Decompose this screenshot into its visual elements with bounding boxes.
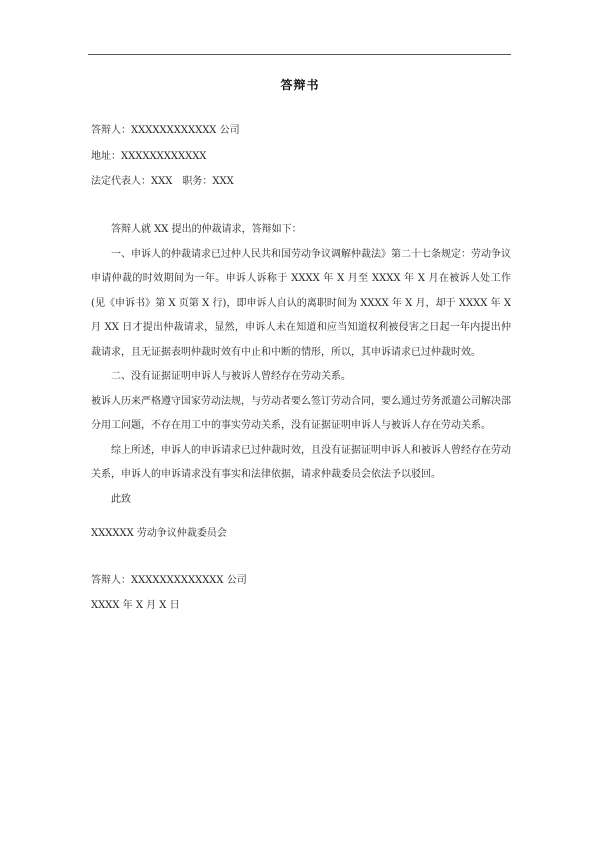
signature-date-line: XXXX 年 X 月 X 日	[91, 600, 180, 611]
address-line: 地址：XXXXXXXXXXXX	[91, 151, 207, 162]
body-paragraph-point-two: 二、没有证据证明申诉人与被诉人曾经存在劳动关系。	[111, 371, 351, 382]
document-title: 答辩书	[280, 78, 320, 92]
top-rule	[88, 54, 511, 55]
document-body	[91, 218, 511, 512]
body-paragraph-point-two-detail: 被诉人历来严格遵守国家劳动法规，与劳动者要么签订劳动合同，要么通过劳务派遣公司解决部分用工问题，不存在用工中的事实劳动关系，没有证据证明申诉人与被诉人存在劳动关系。	[91, 395, 511, 431]
body-paragraph-conclusion: 综上所述，申诉人的申诉请求已过仲裁时效，且没有证据证明申诉人和被诉人曾经存在劳动关系，申诉人的申诉请求没有事实和法律依据，请求仲裁委员会依法予以驳回。	[91, 444, 511, 480]
body-paragraph-point-one: 一、申诉人的仲裁请求已过仲人民共和国劳动争议调解仲裁法》第二十七条规定：劳动争议申请仲裁的时效期间为一年。申诉人诉称于 XXXX 年 X 月至 XXXX 年 X 月在被诉人处工作(见《申诉书》第 X 页第 X 行)，即申诉人自认的离职时间为 XXXX 年 X 月，却于 XXXX 年 X 月 XX 日才提出仲裁请求，显然，申诉人未在知道和应当知道权利被侵害之日起一年内提出仲裁请求，且无证据表明仲裁时效有中止和中断的情形，所以，其申诉请求已过仲裁时效。	[91, 248, 511, 358]
body-paragraph-intro: 答辩人就 XX 提出的仲裁请求，答辩如下：	[111, 224, 302, 235]
addressee-line: XXXXXX 劳动争议仲裁委员会	[91, 528, 227, 539]
body-paragraph-salutation: 此致	[111, 493, 131, 505]
legal-representative-line: 法定代表人：XXX 职务：XXX	[91, 176, 234, 187]
respondent-line: 答辩人：XXXXXXXXXXXX 公司	[91, 125, 240, 136]
signature-respondent-line: 答辩人：XXXXXXXXXXXXX 公司	[91, 575, 247, 586]
